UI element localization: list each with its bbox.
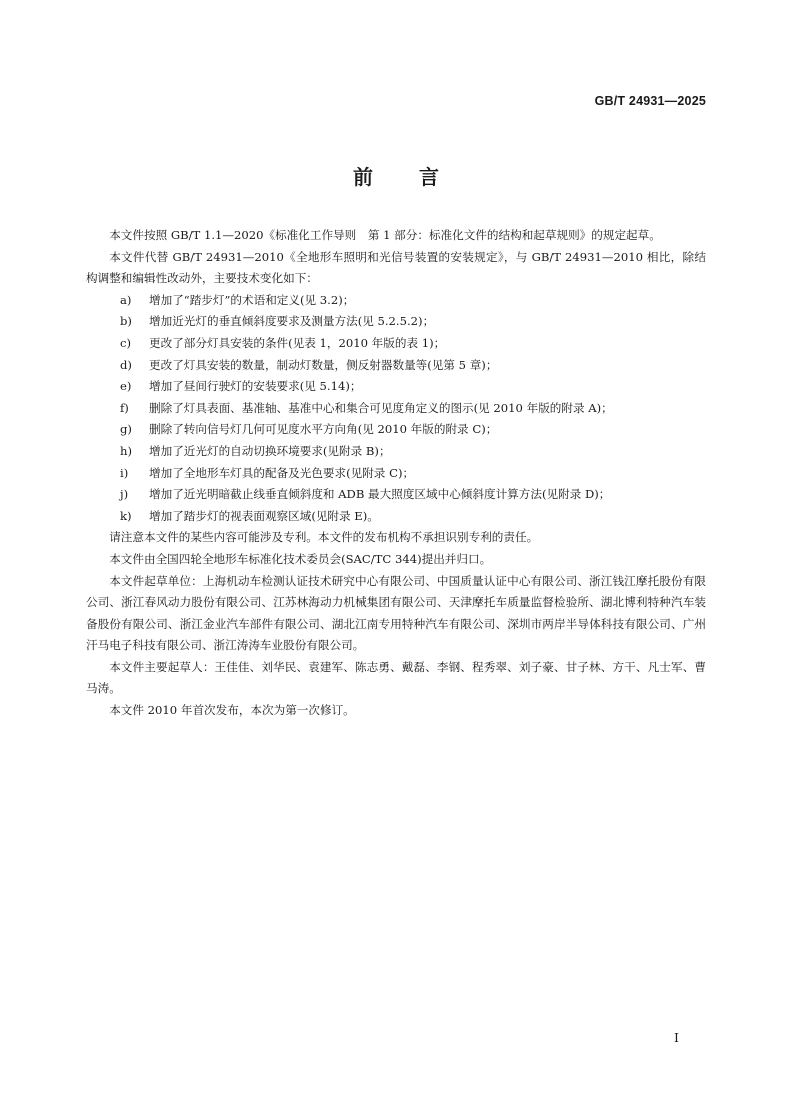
page-title [0,161,792,190]
list-item-marker: b) [120,314,132,329]
list-item-marker: h) [120,443,132,458]
list-item [86,484,706,506]
page-number: I [674,1030,679,1045]
list-item-text: 增加近光灯的垂直倾斜度要求及测量方法(见 5.2.5.2)； [149,314,435,329]
list-item-text: 增加了昼间行驶灯的安装要求(见 5.14)； [149,379,362,394]
list-item-marker: g) [120,422,132,437]
list-item [86,376,706,398]
replacement-paragraph: 本文件代替 GB/T 24931—2010《全地形车照明和光信号装置的安装规定》，与 GB/T 24931—2010 相比，除结构调整和编辑性改动外，主要技术变化如下： [86,249,706,286]
list-item-text: 更改了灯具安装的数量，制动灯数量，侧反射器数量等(见第 5 章)； [149,357,498,372]
list-item-text: 删除了转向信号灯几何可见度水平方向角(见 2010 年版的附录 C)； [149,422,498,437]
list-item [86,290,706,312]
list-item-marker: f) [120,400,129,415]
list-item-marker: a) [120,292,132,307]
list-item [86,419,706,441]
list-item [86,311,706,333]
technical-changes-list [86,290,706,528]
history-paragraph: 本文件 2010 年首次发布，本次为第一次修订。 [109,703,355,718]
list-item-text: 增加了踏步灯的视表面观察区域(见附录 E)。 [149,508,379,523]
standard-code: GB/T 24931—2025 [594,94,706,108]
list-item-marker: k) [120,508,132,523]
drafting-rules-paragraph: 本文件按照 GB/T 1.1—2020《标准化工作导则 第 1 部分：标准化文件的结构和起草规则》的规定起草。 [109,228,661,242]
title-char-2: 言 [419,165,439,189]
list-item-text: 增加了全地形车灯具的配备及光色要求(见附录 C)； [149,465,415,480]
list-item [86,441,706,463]
list-item [86,506,706,528]
list-item-marker: c) [120,335,132,350]
list-item-marker: e) [120,379,132,394]
list-item-marker: j) [120,487,129,502]
list-item [86,355,706,377]
list-item-text: 增加了近光明暗截止线垂直倾斜度和 ADB 最大照度区域中心倾斜度计算方法(见附录 D)； [149,487,611,502]
list-item [86,333,706,355]
patent-notice-paragraph: 请注意本文件的某些内容可能涉及专利。本文件的发布机构不承担识别专利的责任。 [109,530,539,545]
list-item-marker: d) [120,357,132,372]
list-item-text: 更改了部分灯具安装的条件(见表 1，2010 年版的表 1)； [149,335,446,350]
list-item [86,398,706,420]
list-item-text: 增加了近光灯的自动切换环境要求(见附录 B)； [149,443,391,458]
list-item-text: 删除了灯具表面、基准轴、基准中心和集合可见度角定义的图示(见 2010 年版的附录 A)； [149,400,613,415]
foreword-body [86,225,706,722]
list-item-text: 增加了“踏步灯”的术语和定义(见 3.2)； [149,292,355,307]
committee-paragraph: 本文件由全国四轮全地形车标准化技术委员会(SAC/TC 344)提出并归口。 [109,551,492,566]
drafting-units-paragraph: 本文件起草单位：上海机动车检测认证技术研究中心有限公司、中国质量认证中心有限公司、浙江钱江摩托股份有限公司、浙江春风动力股份有限公司、江苏林海动力机械集团有限公司、天津摩托车质量监督检验所、湖北博利特种汽车装备股份有限公司、浙江金业汽车部件有限公司、湖北江南专用特种汽车有限公司、深圳市两岸半导体科技有限公司、广州汗马电子科技有限公司、浙江涛涛车业股份有限公司。 [86,573,706,653]
list-item [86,463,706,485]
list-item-marker: i) [120,465,129,480]
title-char-1: 前 [353,165,373,189]
drafters-paragraph: 本文件主要起草人：王佳佳、刘华民、袁建军、陈志勇、戴磊、李钢、程秀翠、刘子豪、甘子林、方干、凡士军、曹马涛。 [86,659,706,696]
